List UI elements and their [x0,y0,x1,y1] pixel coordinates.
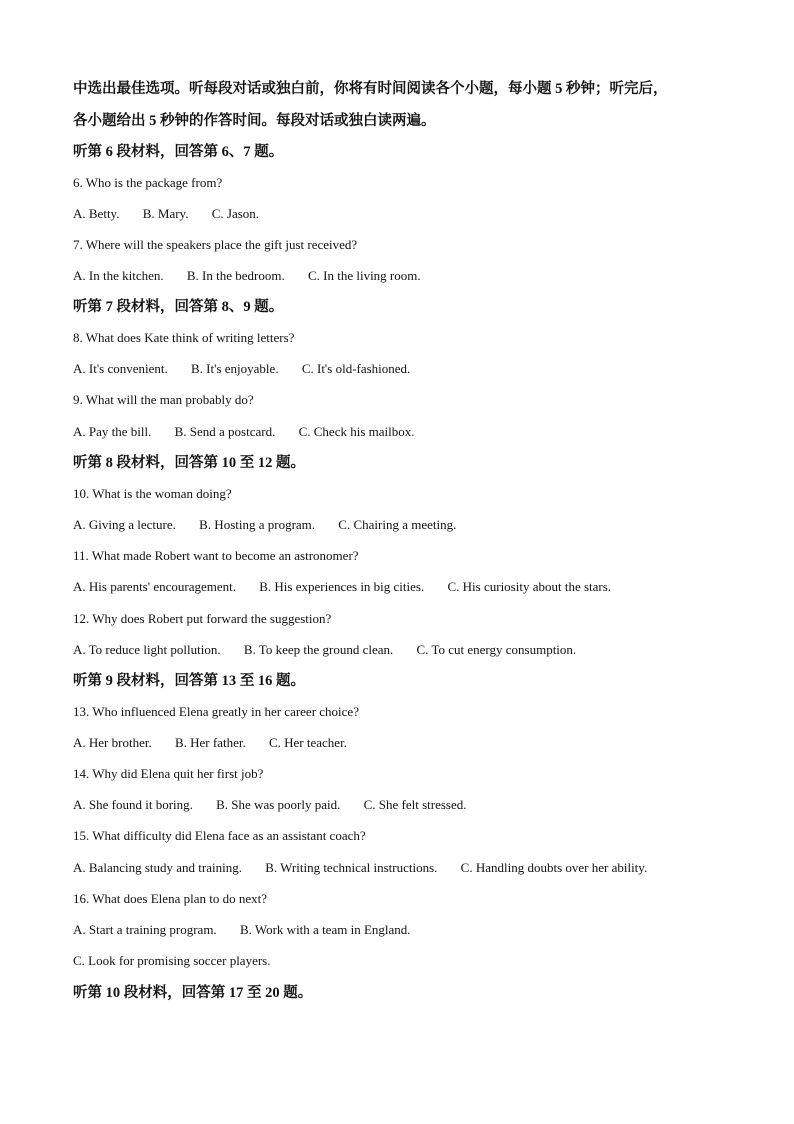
option-a[interactable]: A. Pay the bill. [73,424,152,439]
section-heading: 听第 10 段材料，回答第 17 至 20 题。 [73,985,313,1001]
option-c[interactable]: C. Look for promising soccer players. [73,953,271,968]
options-row [73,859,667,877]
option-a[interactable]: A. Betty. [73,206,120,221]
option-b[interactable]: B. His experiences in big cities. [259,579,425,594]
option-c[interactable]: C. She felt stressed. [363,797,467,812]
question-text: 7. Where will the speakers place the gift just received? [73,237,358,252]
question-text: 6. Who is the package from? [73,175,223,190]
options-row [73,360,430,378]
option-c[interactable]: C. In the living room. [307,268,421,283]
option-b[interactable]: B. In the bedroom. [186,268,285,283]
option-b[interactable]: B. Mary. [142,206,189,221]
option-c[interactable]: C. His curiosity about the stars. [447,579,612,594]
question-text: 10. What is the woman doing? [73,486,232,501]
option-a[interactable]: A. His parents' encouragement. [73,579,236,594]
option-b[interactable]: B. Hosting a program. [199,517,316,532]
option-c[interactable]: C. Handling doubts over her ability. [460,860,648,875]
options-row [73,516,476,534]
option-a[interactable]: A. Balancing study and training. [73,860,242,875]
question-text: 8. What does Kate think of writing letters? [73,330,295,345]
question-text: 16. What does Elena plan to do next? [73,891,267,906]
question-text: 9. What will the man probably do? [73,392,254,407]
option-c[interactable]: C. Jason. [211,206,260,221]
options-row [73,267,441,285]
option-c[interactable]: C. Check his mailbox. [298,424,415,439]
section-heading: 听第 9 段材料，回答第 13 至 16 题。 [73,673,305,689]
section-heading: 听第 7 段材料，回答第 8、9 题。 [73,299,284,315]
option-b[interactable]: B. Writing technical instructions. [265,860,438,875]
options-row [73,734,367,752]
option-a[interactable]: A. Her brother. [73,735,152,750]
option-c[interactable]: C. To cut energy consumption. [416,642,577,657]
options-row [73,641,596,659]
instructions-line-1: 中选出最佳选项。听每段对话或独白前，你将有时间阅读各个小题，每小题 5 秒钟；听完后， [73,81,668,97]
question-text: 15. What difficulty did Elena face as an assistant coach? [73,828,366,843]
option-b[interactable]: B. Work with a team in England. [239,922,411,937]
instructions-line-2: 各小题给出 5 秒钟的作答时间。每段对话或独白读两遍。 [73,113,436,129]
option-a[interactable]: A. Start a training program. [73,922,217,937]
option-b[interactable]: B. Her father. [174,735,246,750]
option-c[interactable]: C. Her teacher. [268,735,347,750]
section-heading: 听第 6 段材料，回答第 6、7 题。 [73,144,284,160]
options-row [73,578,631,596]
options-row [73,796,487,814]
option-b[interactable]: B. She was poorly paid. [216,797,341,812]
question-text: 14. Why did Elena quit her first job? [73,766,264,781]
question-text: 13. Who influenced Elena greatly in her career choice? [73,704,359,719]
option-c[interactable]: C. Chairing a meeting. [338,517,457,532]
option-b[interactable]: B. To keep the ground clean. [243,642,394,657]
option-a[interactable]: A. In the kitchen. [73,268,164,283]
option-a[interactable]: A. To reduce light pollution. [73,642,221,657]
question-text: 12. Why does Robert put forward the suggestion? [73,611,332,626]
options-row [73,921,431,939]
option-b[interactable]: B. It's enjoyable. [191,361,279,376]
option-a[interactable]: A. Giving a lecture. [73,517,176,532]
option-a[interactable]: A. It's convenient. [73,361,168,376]
question-text: 11. What made Robert want to become an astronomer? [73,548,359,563]
options-row [73,423,435,441]
section-heading: 听第 8 段材料，回答第 10 至 12 题。 [73,455,305,471]
options-row [73,205,279,223]
option-b[interactable]: B. Send a postcard. [174,424,276,439]
option-c[interactable]: C. It's old-fashioned. [301,361,411,376]
option-a[interactable]: A. She found it boring. [73,797,193,812]
